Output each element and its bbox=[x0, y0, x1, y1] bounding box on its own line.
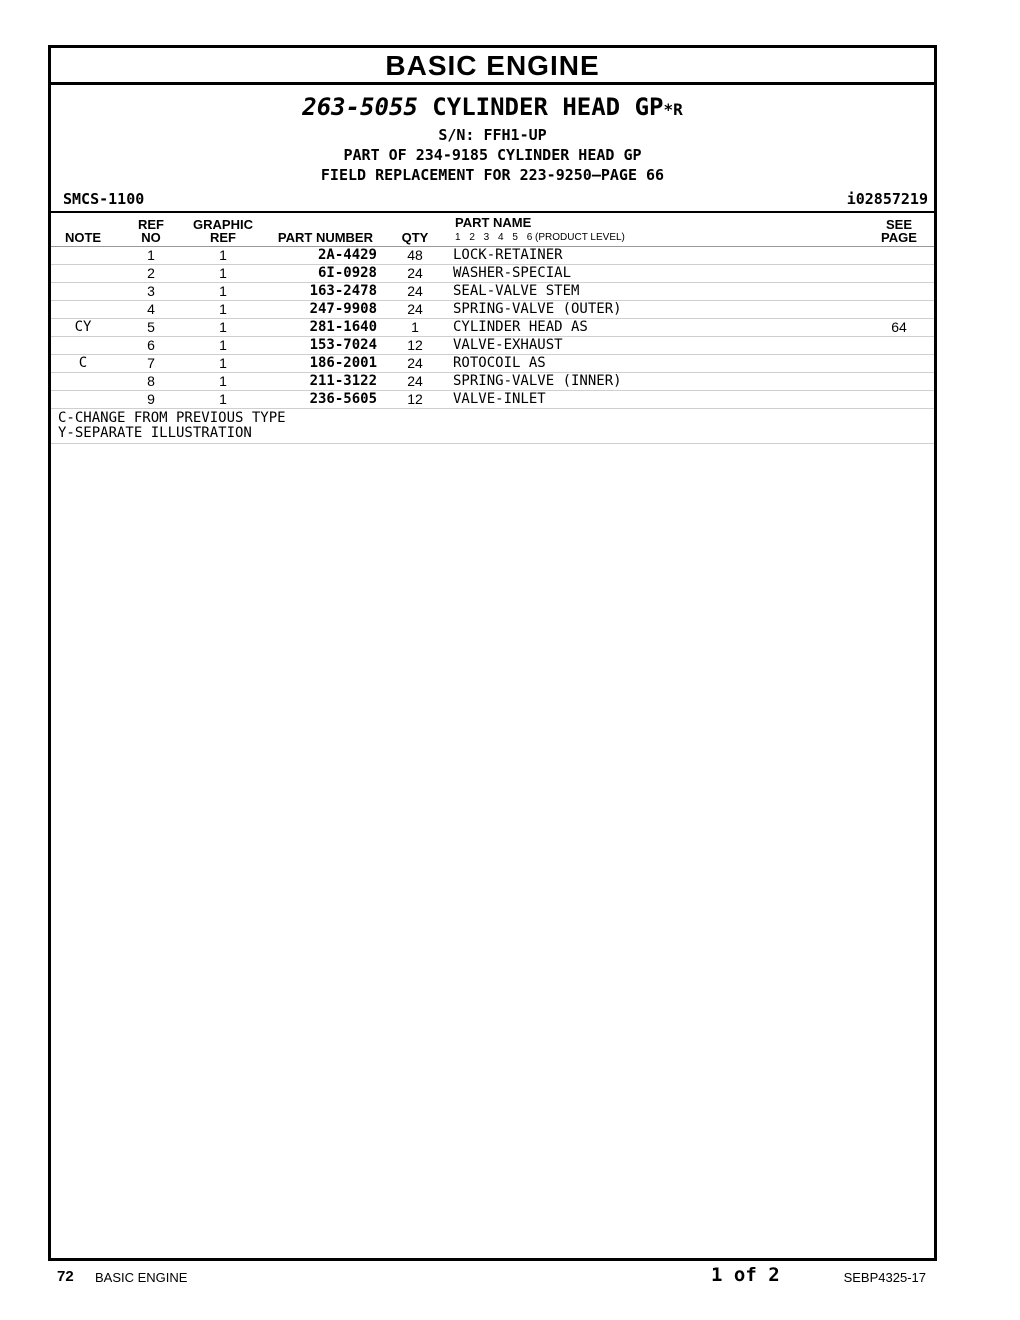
see-page-cell bbox=[864, 337, 934, 355]
smcs-code: SMCS-1100 bbox=[63, 190, 145, 208]
see-page-cell bbox=[864, 265, 934, 283]
page-number: 72 bbox=[57, 1268, 74, 1285]
qty-cell: 24 bbox=[377, 265, 453, 283]
qty-cell: 24 bbox=[377, 355, 453, 373]
table-row bbox=[51, 373, 934, 391]
table-header-row bbox=[51, 212, 934, 247]
table-row bbox=[51, 301, 934, 319]
header-part-number: PART NUMBER bbox=[259, 212, 377, 247]
header-qty: QTY bbox=[377, 212, 453, 247]
note-cell bbox=[51, 337, 115, 355]
table-row bbox=[51, 319, 934, 337]
part-name-cell: ROTOCOIL AS bbox=[453, 355, 864, 373]
see-page-cell bbox=[864, 373, 934, 391]
notes-legend bbox=[51, 409, 934, 444]
header-note: NOTE bbox=[51, 212, 115, 247]
page-of: 1 of 2 bbox=[711, 1264, 780, 1286]
part-number-cell: 2A-4429 bbox=[259, 247, 377, 265]
table-row bbox=[51, 391, 934, 409]
note-cell bbox=[51, 265, 115, 283]
qty-cell: 24 bbox=[377, 301, 453, 319]
table-row bbox=[51, 355, 934, 373]
qty-cell: 12 bbox=[377, 391, 453, 409]
note-line: C-CHANGE FROM PREVIOUS TYPE bbox=[58, 410, 286, 426]
group-header bbox=[51, 92, 934, 185]
part-number-cell: 211-3122 bbox=[259, 373, 377, 391]
part-name-cell: CYLINDER HEAD AS bbox=[453, 319, 864, 337]
see-page-cell bbox=[864, 355, 934, 373]
graphic-ref-cell: 1 bbox=[187, 265, 259, 283]
note-cell bbox=[51, 373, 115, 391]
header-graphic-ref: GRAPHIC REF bbox=[187, 212, 259, 247]
part-name-cell: SPRING-VALVE (OUTER) bbox=[453, 301, 864, 319]
see-page-cell bbox=[864, 391, 934, 409]
see-page-cell: 64 bbox=[864, 319, 934, 337]
part-name-cell: SEAL-VALVE STEM bbox=[453, 283, 864, 301]
see-page-cell bbox=[864, 247, 934, 265]
header-see-page: SEE PAGE bbox=[864, 212, 934, 247]
note-cell: C bbox=[51, 355, 115, 373]
part-number-cell: 163-2478 bbox=[259, 283, 377, 301]
note-cell bbox=[51, 391, 115, 409]
graphic-ref-cell: 1 bbox=[187, 301, 259, 319]
page-footer bbox=[0, 1264, 1020, 1288]
qty-cell: 48 bbox=[377, 247, 453, 265]
part-name-cell: WASHER-SPECIAL bbox=[453, 265, 864, 283]
header-part-name: PART NAME 1 2 3 4 5 6 (PRODUCT LEVEL) bbox=[453, 212, 864, 247]
part-name-cell: VALVE-INLET bbox=[453, 391, 864, 409]
note-cell: CY bbox=[51, 319, 115, 337]
part-number-cell: 281-1640 bbox=[259, 319, 377, 337]
group-name: CYLINDER HEAD GP bbox=[417, 93, 664, 121]
ref-no-cell: 4 bbox=[115, 301, 187, 319]
qty-cell: 24 bbox=[377, 373, 453, 391]
part-name-cell: LOCK-RETAINER bbox=[453, 247, 864, 265]
part-number-cell: 6I-0928 bbox=[259, 265, 377, 283]
ref-no-cell: 1 bbox=[115, 247, 187, 265]
parts-table bbox=[51, 211, 934, 409]
see-page-cell bbox=[864, 301, 934, 319]
group-number: 263-5055 bbox=[302, 93, 418, 121]
part-number-cell: 186-2001 bbox=[259, 355, 377, 373]
part-of-line: PART OF 234-9185 CYLINDER HEAD GP bbox=[343, 146, 642, 164]
see-page-cell bbox=[864, 283, 934, 301]
part-name-cell: VALVE-EXHAUST bbox=[453, 337, 864, 355]
page-frame bbox=[48, 45, 937, 1261]
table-row bbox=[51, 337, 934, 355]
ref-no-cell: 9 bbox=[115, 391, 187, 409]
graphic-ref-cell: 1 bbox=[187, 247, 259, 265]
smcs-row bbox=[51, 185, 934, 211]
table-row bbox=[51, 265, 934, 283]
part-name-cell: SPRING-VALVE (INNER) bbox=[453, 373, 864, 391]
graphic-ref-cell: 1 bbox=[187, 319, 259, 337]
qty-cell: 12 bbox=[377, 337, 453, 355]
group-title bbox=[51, 92, 934, 125]
serial-range: S/N: FFH1-UP bbox=[438, 126, 547, 144]
group-suffix: *R bbox=[663, 100, 683, 119]
ref-no-cell: 6 bbox=[115, 337, 187, 355]
qty-cell: 1 bbox=[377, 319, 453, 337]
note-cell bbox=[51, 247, 115, 265]
graphic-ref-cell: 1 bbox=[187, 283, 259, 301]
field-replacement-line: FIELD REPLACEMENT FOR 223-9250—PAGE 66 bbox=[320, 166, 665, 184]
qty-cell: 24 bbox=[377, 283, 453, 301]
note-line: Y-SEPARATE ILLUSTRATION bbox=[58, 425, 252, 441]
graphic-ref-cell: 1 bbox=[187, 391, 259, 409]
doc-id: SEBP4325-17 bbox=[843, 1270, 926, 1285]
footer-section: BASIC ENGINE bbox=[95, 1270, 188, 1285]
note-cell bbox=[51, 301, 115, 319]
section-title: BASIC ENGINE bbox=[51, 48, 934, 85]
note-cell bbox=[51, 283, 115, 301]
graphic-ref-cell: 1 bbox=[187, 337, 259, 355]
ref-no-cell: 7 bbox=[115, 355, 187, 373]
ref-no-cell: 5 bbox=[115, 319, 187, 337]
table-row bbox=[51, 247, 934, 265]
graphic-ref-cell: 1 bbox=[187, 373, 259, 391]
header-ref-no: REF NO bbox=[115, 212, 187, 247]
table-row bbox=[51, 283, 934, 301]
part-number-cell: 153-7024 bbox=[259, 337, 377, 355]
info-id: i02857219 bbox=[846, 190, 928, 208]
graphic-ref-cell: 1 bbox=[187, 355, 259, 373]
ref-no-cell: 3 bbox=[115, 283, 187, 301]
part-number-cell: 247-9908 bbox=[259, 301, 377, 319]
part-number-cell: 236-5605 bbox=[259, 391, 377, 409]
ref-no-cell: 2 bbox=[115, 265, 187, 283]
ref-no-cell: 8 bbox=[115, 373, 187, 391]
